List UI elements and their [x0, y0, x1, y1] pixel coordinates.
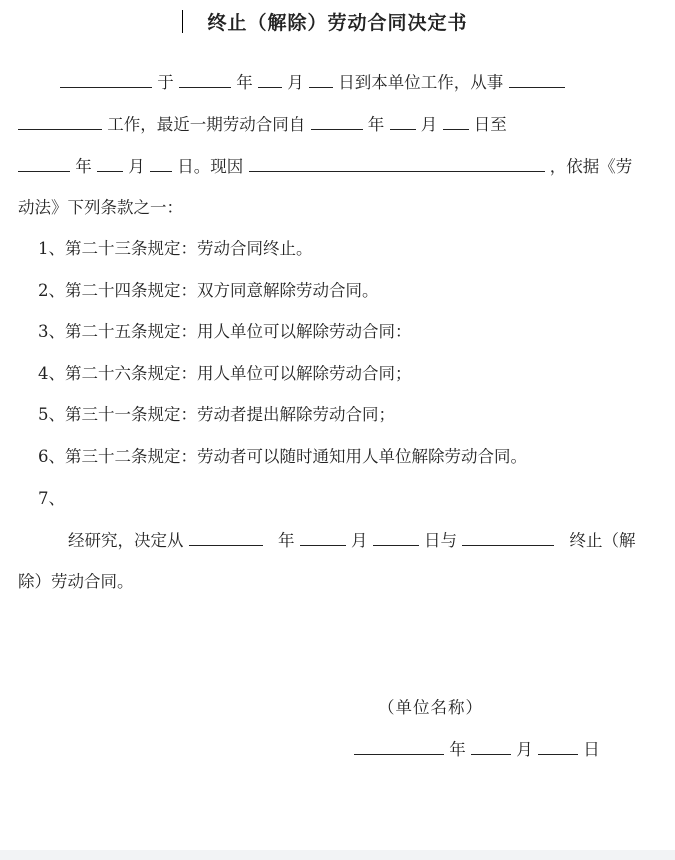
decision-line-1	[68, 529, 636, 552]
text-decided-from: 经研究，决定从	[68, 531, 184, 550]
text-reason-prefix: 日。现因	[177, 157, 244, 176]
paragraph-line-4	[18, 197, 183, 219]
document-title: 终止（解除）劳动合同决定书	[207, 12, 468, 34]
bottom-strip	[0, 850, 675, 860]
blank-employee-name[interactable]	[60, 71, 152, 88]
blank-sign-day[interactable]	[538, 738, 578, 755]
blank-start-day[interactable]	[309, 71, 333, 88]
blank-start-year[interactable]	[179, 71, 231, 88]
blank-contract-start-day[interactable]	[443, 113, 469, 130]
text-work-start: 日到本单位工作，从事	[338, 73, 504, 92]
blank-sign-month[interactable]	[471, 738, 511, 755]
text-month-4: 月	[351, 531, 368, 550]
list-item: 2、第二十四条规定：双方同意解除劳动合同。	[38, 281, 379, 300]
blank-contract-end-year[interactable]	[18, 155, 70, 172]
list-item: 5、第三十一条规定：劳动者提出解除劳动合同；	[38, 405, 395, 424]
list-item: 4、第二十六条规定：用人单位可以解除劳动合同；	[38, 364, 412, 383]
blank-reason[interactable]	[249, 155, 545, 172]
text-contract: 除）劳动合同。	[18, 572, 134, 591]
text-labor-law: 动法》下列条款之一：	[18, 198, 183, 217]
blank-start-month[interactable]	[258, 71, 282, 88]
text-with: 日与	[424, 531, 457, 550]
text-year: 年	[236, 73, 253, 92]
list-item: 7、	[38, 489, 65, 508]
text-month: 月	[287, 73, 304, 92]
paragraph-line-2	[18, 113, 507, 136]
text-yu: 于	[157, 73, 174, 92]
blank-contract-start-year[interactable]	[311, 113, 363, 130]
decision-line-2	[18, 571, 134, 593]
blank-job-cont[interactable]	[18, 113, 102, 130]
text-year-3: 年	[75, 157, 92, 176]
text-terminate: 终止（解	[569, 531, 636, 550]
text-sign-year: 年	[449, 740, 466, 759]
text-month-2: 月	[420, 115, 438, 134]
blank-sign-year[interactable]	[354, 738, 444, 755]
paragraph-line-3	[18, 155, 632, 178]
blank-party-name[interactable]	[462, 529, 554, 546]
text-year-2: 年	[367, 115, 385, 134]
blank-contract-end-month[interactable]	[97, 155, 123, 172]
blank-end-year[interactable]	[189, 529, 263, 546]
blank-contract-start-month[interactable]	[390, 113, 416, 130]
blank-end-day[interactable]	[373, 529, 419, 546]
list-item: 3、第二十五条规定：用人单位可以解除劳动合同：	[38, 322, 412, 341]
text-year-4: 年	[278, 531, 295, 550]
text-contract-from: 工作，最近一期劳动合同自	[107, 115, 306, 134]
text-until: 日至	[473, 115, 507, 134]
text-sign-day: 日	[583, 740, 600, 759]
text-according: ，依据《劳	[549, 157, 633, 176]
text-sign-month: 月	[516, 740, 533, 759]
blank-job[interactable]	[509, 71, 565, 88]
list-item: 6、第三十二条规定：劳动者可以随时通知用人单位解除劳动合同。	[38, 447, 527, 466]
blank-end-month[interactable]	[300, 529, 346, 546]
unit-name-label: （单位名称）	[378, 698, 483, 717]
list-item: 1、第二十三条规定：劳动合同终止。	[38, 239, 313, 258]
blank-contract-end-day[interactable]	[150, 155, 172, 172]
text-month-3: 月	[128, 157, 145, 176]
signature-date-line	[354, 738, 600, 761]
paragraph-line-1	[60, 71, 565, 94]
